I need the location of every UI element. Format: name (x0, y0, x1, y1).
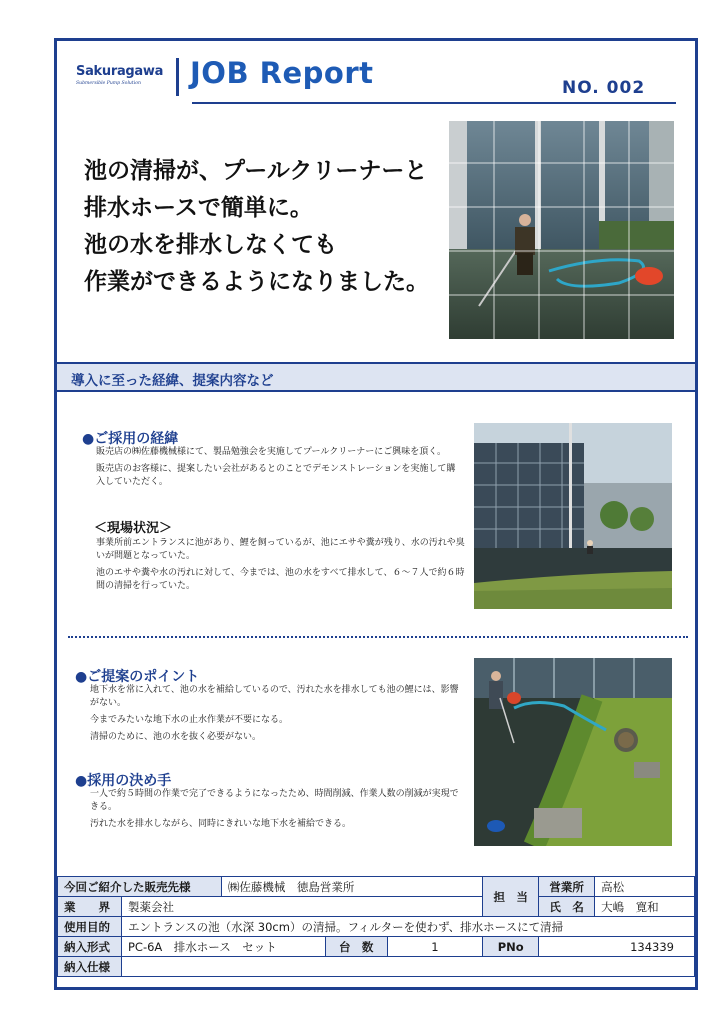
table-row (58, 877, 695, 897)
industry-value: 製薬会社 (121, 897, 482, 917)
proposal-paragraph: 清掃のために、池の水を抜く必要がない。 (90, 732, 262, 742)
purpose-value: エントランスの池（水深 30cm）の清掃。フィルターを使わず、排水ホースにて清掃 (121, 917, 694, 937)
adoption-heading: ●ご採用の経緯 (82, 431, 179, 447)
adoption-paragraph: 販売店のお客様に、提案したい会社があるとのことでデモンストレーションを実施して購入していただく。 (96, 464, 456, 487)
adoption-paragraph: 販売店の㈱佐藤機械様にて、製品勉強会を実施してプールクリーナーにご興味を頂く。 (96, 447, 447, 457)
decision-paragraph: 一人で約５時間の作業で完了できるようになったため、時間削減、作業人数の削減が実現できる。 (90, 789, 459, 812)
proposal-text (90, 684, 460, 748)
table-row (58, 917, 695, 937)
office-value: 高松 (595, 877, 695, 897)
dealer-value: ㈱佐藤機械 徳島営業所 (221, 877, 482, 897)
table-row (58, 957, 695, 977)
form-label: 納入形式 (58, 937, 122, 957)
adoption-text (96, 446, 456, 493)
header-rule (192, 102, 676, 104)
report-number: NO. 002 (562, 78, 646, 98)
brand-tagline: Submersible Pump Solution (76, 81, 141, 86)
purpose-label: 使用目的 (58, 917, 122, 937)
table-row (58, 897, 695, 917)
pno-label: PNo (483, 937, 539, 957)
site-paragraph: 池のエサや糞や水の汚れに対して、今までは、池の水をすべて排水して、６～７人で約６時間の清掃を行っていた。 (96, 568, 465, 591)
decision-text (90, 788, 460, 835)
qty-value: 1 (387, 937, 483, 957)
hose-work-photo (474, 658, 672, 846)
headline-line: 池の水を排水しなくても (84, 231, 337, 258)
qty-label: 台 数 (325, 937, 387, 957)
pno-value: 134339 (539, 937, 695, 957)
headline (84, 152, 454, 300)
decision-paragraph: 汚れた水を排水しながら、同時にきれいな地下水を補給できる。 (90, 819, 352, 829)
company-logo (76, 60, 172, 96)
name-label: 氏 名 (539, 897, 595, 917)
logo-divider (176, 58, 179, 96)
proposal-paragraph: 今までみたいな地下水の止水作業が不要になる。 (90, 715, 289, 725)
site-text (96, 537, 468, 597)
info-table (57, 876, 695, 977)
headline-line: 作業ができるようになりました。 (84, 268, 429, 295)
brand-name: Sakuragawa (76, 64, 164, 79)
table-row (58, 937, 695, 957)
office-label: 営業所 (539, 877, 595, 897)
site-heading: ＜現場状況＞ (94, 521, 173, 536)
headline-line: 排水ホースで簡単に。 (84, 194, 313, 221)
hero-photo (449, 121, 674, 339)
entrance-pond-photo (474, 423, 672, 609)
dotted-divider (68, 636, 688, 638)
decision-heading: ●採用の決め手 (75, 773, 172, 789)
proposal-heading: ●ご提案のポイント (75, 669, 200, 685)
spec-value (121, 957, 694, 977)
headline-line: 池の清掃が、プールクリーナーと (84, 157, 428, 184)
charge-label: 担 当 (483, 877, 539, 917)
section-bar (57, 362, 695, 392)
form-value: PC-6A 排水ホース セット (121, 937, 325, 957)
report-title: JOB Report (190, 56, 374, 90)
spec-label: 納入仕様 (58, 957, 122, 977)
proposal-paragraph: 地下水を常に入れて、池の水を補給しているので、汚れた水を排水しても池の鯉には、影響がない。 (90, 685, 459, 708)
name-value: 大嶋 寛和 (595, 897, 695, 917)
site-paragraph: 事業所前エントランスに池があり、鯉を飼っているが、池にエサや糞が残り、水の汚れや臭いが問題となっていた。 (96, 538, 465, 561)
section-title: 導入に至った経緯、提案内容など (71, 373, 274, 389)
industry-label: 業 界 (58, 897, 122, 917)
dealer-label: 今回ご紹介した販売先様 (58, 877, 222, 897)
